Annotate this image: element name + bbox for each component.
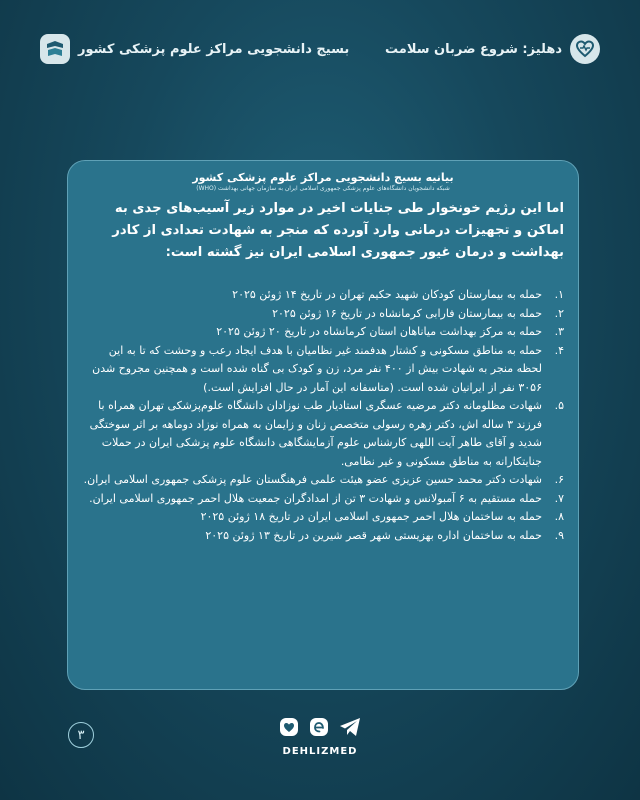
page-number: ۳ [68, 722, 94, 748]
incident-list [82, 286, 564, 545]
list-item [82, 471, 564, 490]
list-item [82, 527, 564, 546]
list-item [82, 323, 564, 342]
list-item [82, 286, 564, 305]
statement-card [67, 160, 579, 690]
item-text: حمله به ساختمان اداره بهزیستی شهر قصر شیرین در تاریخ ۱۳ ژوئن ۲۰۲۵ [205, 528, 542, 542]
item-number: ۴. [554, 343, 564, 357]
social-links [278, 716, 362, 738]
dehliz-logo-icon [570, 34, 600, 64]
statement-title: بیانیه بسیج دانشجویی مراکز علوم پزشکی کشور [192, 171, 454, 184]
list-item [82, 508, 564, 527]
item-number: ۳. [554, 325, 564, 338]
dehliz-brand [385, 34, 600, 64]
item-number: ۸. [554, 510, 564, 523]
item-number: ۲. [554, 306, 564, 320]
item-text: شهادت مظلومانه دکتر مرضیه عسگری استادیار طب نوزادان دانشگاه علوم‌پزشکی تهران همراه با فرزند ۳ ساله اش، دکتر زهره رسولی متخصص زنان و زایمان به همراه نوزاد دوماهه بر اثر سوختگی شدید و آقای طاهر آیت اللهی کارشناس علوم آزمایشگاهی دانشگاه علوم پزشکی ایران در حملات جنایتکارانه به مناطق مسکونی و غیر نظامی. [89, 399, 542, 468]
statement-header [82, 171, 564, 192]
footer [0, 710, 640, 770]
bale-icon[interactable] [278, 716, 300, 738]
basij-brand-text: بسیج دانشجویی مراکز علوم پزشکی کشور [78, 41, 350, 57]
list-item [82, 305, 564, 324]
intro-paragraph: اما این رژیم خونخوار طی جنایات اخیر در موارد زیر آسیب‌های جدی به اماکن و تجهیزات درمانی وارد آورده که منجر به شهادت تعدادی از کادر بهداشت و درمان غیور جمهوری اسلامی ایران نیز گشته است: [112, 201, 564, 260]
item-number: ۵. [554, 399, 564, 412]
item-text: حمله مستقیم به ۶ آمبولانس و شهادت ۳ تن از امدادگران جمعیت هلال احمر جمهوری اسلامی ایران. [89, 491, 542, 505]
item-text: حمله به ساختمان هلال احمر جمهوری اسلامی ایران در تاریخ ۱۸ ژوئن ۲۰۲۵ [200, 510, 542, 523]
top-bar [40, 28, 600, 68]
item-number: ۷. [554, 491, 564, 505]
dehlizmed-wordmark: DEHLIZMED [282, 746, 358, 757]
item-text: حمله به مناطق مسکونی و کشتار هدفمند غیر نظامیان با هدف ایجاد رعب و وحشت که تا به این لحظه منجر به شهادت بیش از ۴۰۰ نفر مرد، زن و کودک بی گناه شده است و همچنین مجروح شدن ۳۰۵۶ نفر از ایرانیان شده است. (متاسفانه این آمار در حال افزایش است.) [92, 343, 542, 394]
telegram-icon[interactable] [338, 716, 362, 738]
item-number: ۱. [554, 288, 564, 301]
statement-subtitle: شبکه دانشجویان دانشگاه‌های علوم پزشکی جمهوری اسلامی ایران به سازمان جهانی بهداشت (WHO) [196, 185, 450, 192]
basij-logo-icon [40, 34, 70, 64]
item-number: ۶. [554, 473, 564, 486]
eitaa-icon[interactable] [308, 716, 330, 738]
item-text: حمله به مرکز بهداشت میاناهان استان کرمانشاه در تاریخ ۲۰ ژوئن ۲۰۲۵ [216, 325, 542, 338]
item-text: شهادت دکتر محمد حسین عزیزی عضو هیئت علمی فرهنگستان علوم پزشکی جمهوری اسلامی ایران. [83, 473, 542, 486]
item-text: حمله به بیمارستان کودکان شهید حکیم تهران در تاریخ ۱۴ ژوئن ۲۰۲۵ [232, 288, 542, 301]
basij-brand [40, 34, 349, 64]
dehliz-brand-text: دهلیز: شروع ضربان سلامت [385, 41, 562, 57]
list-item [82, 490, 564, 509]
list-item [82, 397, 564, 471]
item-number: ۹. [554, 528, 564, 542]
item-text: حمله به بیمارستان فارابی کرمانشاه در تاریخ ۱۶ ژوئن ۲۰۲۵ [272, 306, 542, 320]
list-item [82, 342, 564, 398]
